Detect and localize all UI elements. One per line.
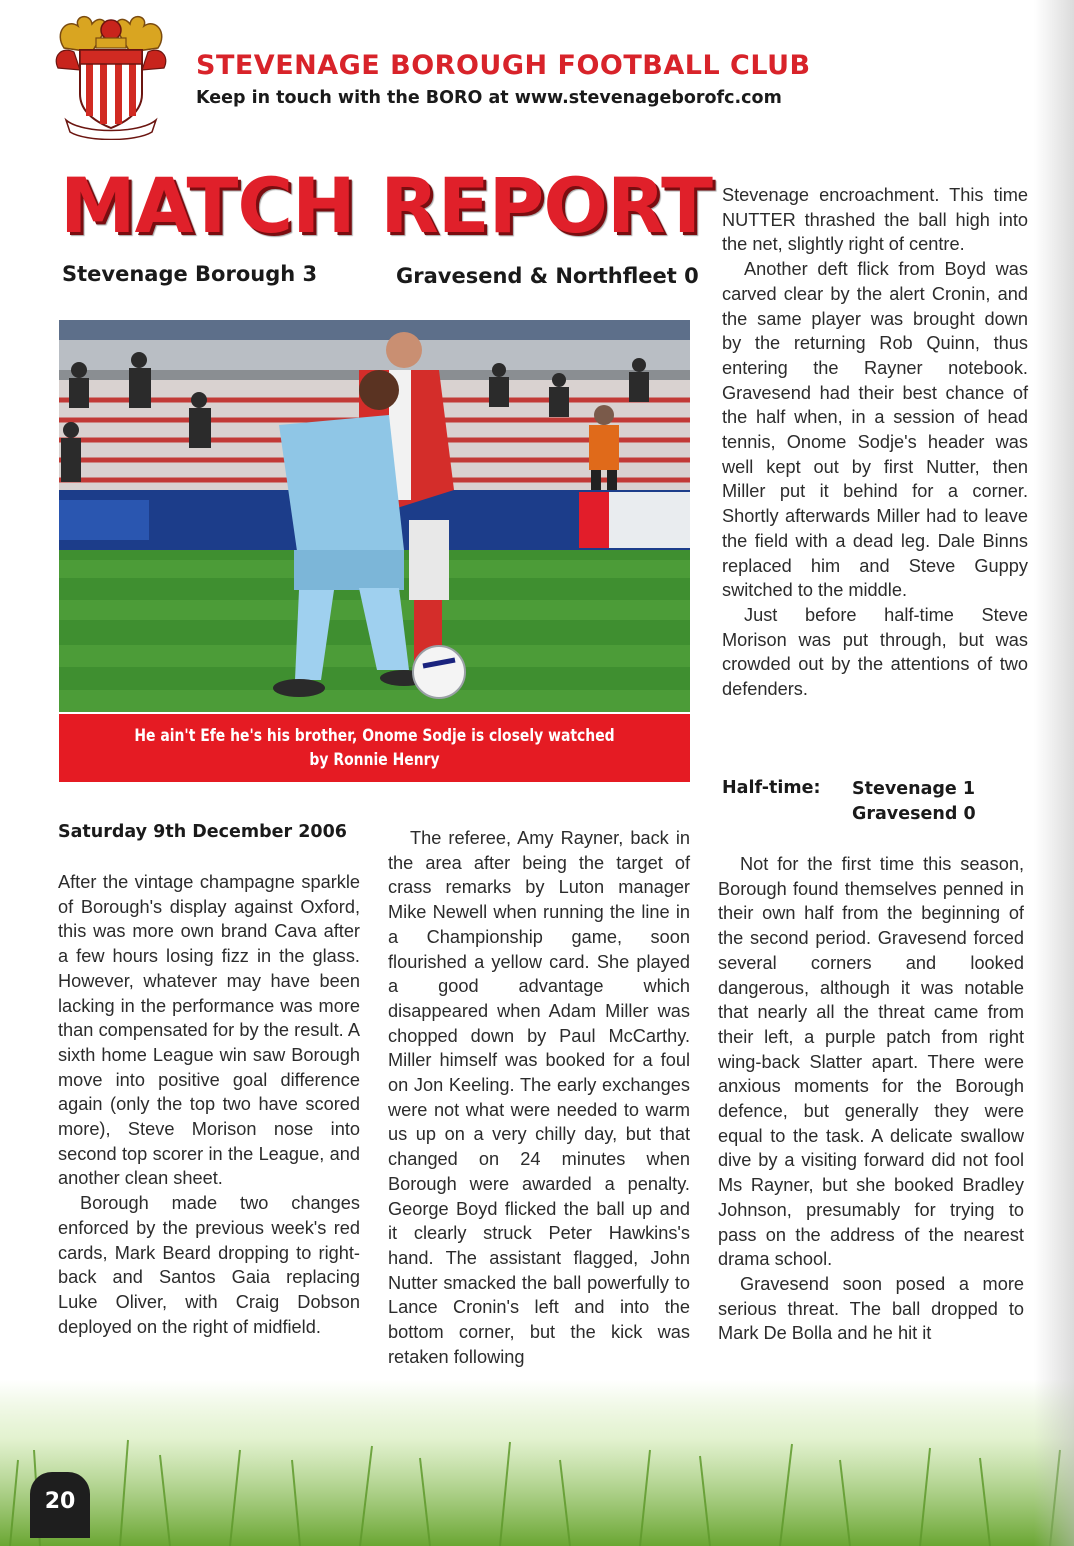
article-paragraph: After the vintage champagne sparkle of Borough's display against Oxford, this was more own brand Cava after a few hours losing fizz in the glass. However, whatever may have been lacking in the performance was more than compensated for by the result. A sixth home League win saw Borough move into positive goal difference again (only the top two have scored more), Steve Morison nose into second top scorer in the League, and another clean sheet. — [58, 872, 360, 1189]
match-photo-illustration — [59, 320, 690, 712]
photo-caption-line2: by Ronnie Henry — [309, 750, 440, 770]
photo-caption — [116, 724, 633, 772]
halftime-score-away: Gravesend 0 — [852, 804, 976, 824]
article-paragraph: The referee, Amy Rayner, back in the area after being the target of crass remarks by Luton manager Mike Newell when running the line in a Championship game, soon flourished a yellow card. She played a good advantage which disappeared when Adam Miller was chopped down by Paul McCarthy. Miller himself was booked for a foul on Jon Keeling. The early exchanges were not what were needed to warm us up on a very chilly day, but that changed on 24 minutes when Borough were awarded a penalty. George Boyd flicked the ball up and it clearly struck Peter Hawkins's hand. The assistant flagged, John Nutter smacked the ball powerfully to Lance Cronin's left and into the bottom corner, but the kick was retaken following — [388, 828, 690, 1367]
halftime-label: Half-time: — [722, 778, 821, 798]
match-photo — [59, 320, 690, 712]
article-column-3-top — [722, 183, 1028, 702]
club-crest-logo — [52, 8, 170, 140]
club-tagline: Keep in touch with the BORO at www.stevenageborofc.com — [196, 88, 782, 108]
article-paragraph: Gravesend soon posed a more serious threat. The ball dropped to Mark De Bolla and he hit it — [718, 1273, 1024, 1344]
article-column-3-bottom — [718, 852, 1024, 1346]
article-paragraph: Borough made two changes enforced by the previous week's red cards, Mark Beard dropping to right-back and Santos Gaia replacing Luke Oliver, with Craig Dobson deployed on the right of midfield. — [58, 1193, 360, 1337]
photo-caption-line1: He ain't Efe he's his brother, Onome Sodje is closely watched — [134, 726, 615, 746]
home-score: Stevenage Borough 3 — [62, 262, 318, 286]
article-paragraph: Just before half-time Steve Morison was put through, but was crowded out by the attentions of two defenders. — [722, 604, 1028, 700]
article-column-2 — [388, 826, 690, 1369]
page-gutter-shadow — [1034, 0, 1074, 1546]
photo-caption-box — [59, 712, 690, 782]
page-title: MATCH REPORT — [60, 161, 712, 250]
club-name: STEVENAGE BOROUGH FOOTBALL CLUB — [196, 50, 811, 81]
article-column-1 — [58, 870, 360, 1339]
away-score: Gravesend & Northfleet 0 — [396, 264, 699, 288]
article-paragraph: Not for the first time this season, Borough found themselves penned in their own half from the beginning of the second period. Gravesend forced several corners and looked dangerous, although it was notable that nearly all the threat came from their left, a purple patch from right wing-back Slatter apart. There were anxious moments for the Borough defence, but generally they were equal to the task. A delicate swallow dive by a visiting forward did not fool Ms Rayner, but she booked Bradley Johnson, presumably for trying to pass on the address of the nearest drama school. — [718, 854, 1024, 1270]
page-number: 20 — [44, 1489, 76, 1514]
grass-footer-decoration — [0, 1380, 1074, 1546]
article-paragraph: Stevenage encroachment. This time NUTTER thrashed the ball high into the net, slightly right of centre. — [722, 185, 1028, 255]
article-paragraph: Another deft flick from Boyd was carved clear by the alert Cronin, and the same player was brought down by the returning Rob Quinn, thus entering the Rayner notebook. Gravesend had their best chance of the half when, in a session of head tennis, Onome Sodje's header was well kept out by first Nutter, then Miller put it behind for a corner. Shortly afterwards Miller had to leave the field with a dead leg. Dale Binns replaced him and Steve Guppy switched to the middle. — [722, 259, 1028, 601]
match-date: Saturday 9th December 2006 — [58, 822, 347, 842]
halftime-score-home: Stevenage 1 — [852, 779, 976, 799]
